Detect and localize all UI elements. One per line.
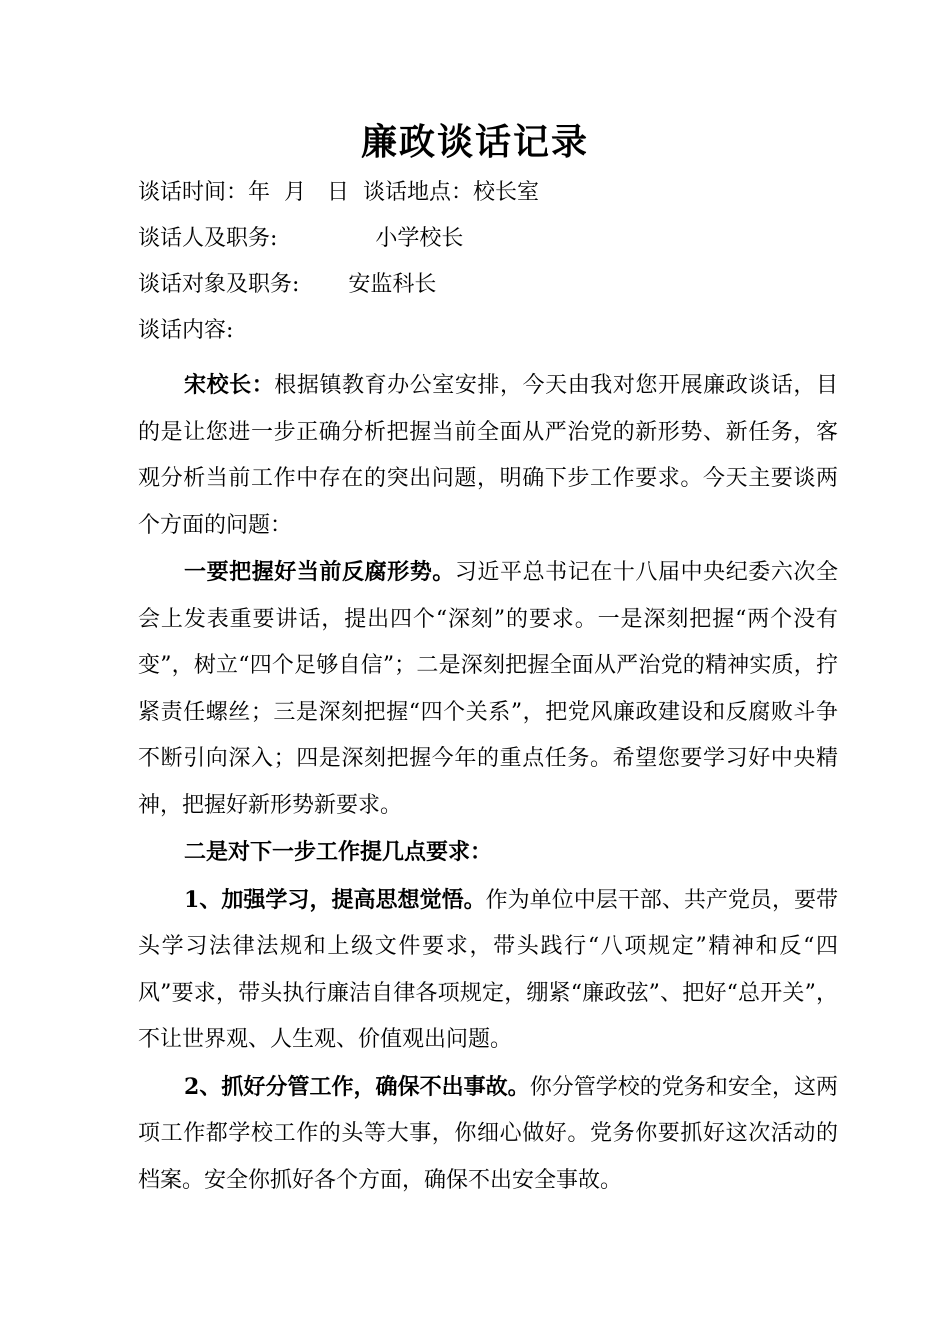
paragraph-requirement-2 — [138, 1064, 838, 1205]
paragraph-lead: 宋校长： — [184, 372, 275, 398]
paragraph-text: 你分管学校的党务和安全，这两项工作都学校工作的头等大事，你细心做好。党务你要抓好这次活动的档案。安全你抓好各个方面，确保不出安全事故。 — [138, 1074, 838, 1193]
paragraph-anti-corruption — [138, 549, 838, 829]
paragraph-text: 习近平总书记在十八届中央纪委六次全会上发表重要讲话，提出四个“深刻”的要求。一是深刻把握“两个没有变”，树立“四个足够自信”；二是深刻把握全面从严治党的精神实质，拧紧责任螺丝；三是深刻把握“四个关系”，把党风廉政建设和反腐败斗争不断引向深入；四是深刻把握今年的重点任务。希望您要学习好中央精神，把握好新形势新要求。 — [138, 560, 838, 818]
paragraph-lead: 2、抓好分管工作，确保不出事故。 — [184, 1073, 530, 1100]
paragraph-principal-intro — [138, 362, 838, 549]
paragraph-requirement-1 — [138, 877, 838, 1064]
document-body — [138, 362, 838, 1204]
meta-line-time-place: 谈话时间：年 月 日 谈话地点：校长室 — [138, 180, 539, 205]
meta-line-target: 谈话对象及职务: 安监科长 — [138, 272, 437, 297]
paragraph-text: 作为单位中层干部、共产党员，要带头学习法律法规和上级文件要求，带头践行“八项规定”精神和反“四风”要求，带头执行廉洁自律各项规定，绷紧“廉政弦”、把好“总开关”，不让世界观、人生观、价值观出问题。 — [138, 887, 838, 1052]
paragraph-text: 根据镇教育办公室安排，今天由我对您开展廉政谈话，目的是让您进一步正确分析把握当前全面从严治党的新形势、新任务，客观分析当前工作中存在的突出问题，明确下步工作要求。今天主要谈两个方面的问题： — [138, 373, 838, 538]
paragraph-lead: 二是对下一步工作提几点要求： — [184, 839, 493, 865]
paragraph-requirements-heading — [138, 829, 838, 877]
meta-line-content: 谈话内容: — [138, 318, 234, 343]
meta-line-speaker: 谈话人及职务: 小学校长 — [138, 226, 464, 251]
document-title: 廉政谈话记录 — [360, 121, 589, 163]
paragraph-lead: 1、加强学习，提高思想觉悟。 — [184, 886, 486, 913]
paragraph-lead: 一要把握好当前反腐形势。 — [184, 559, 455, 585]
